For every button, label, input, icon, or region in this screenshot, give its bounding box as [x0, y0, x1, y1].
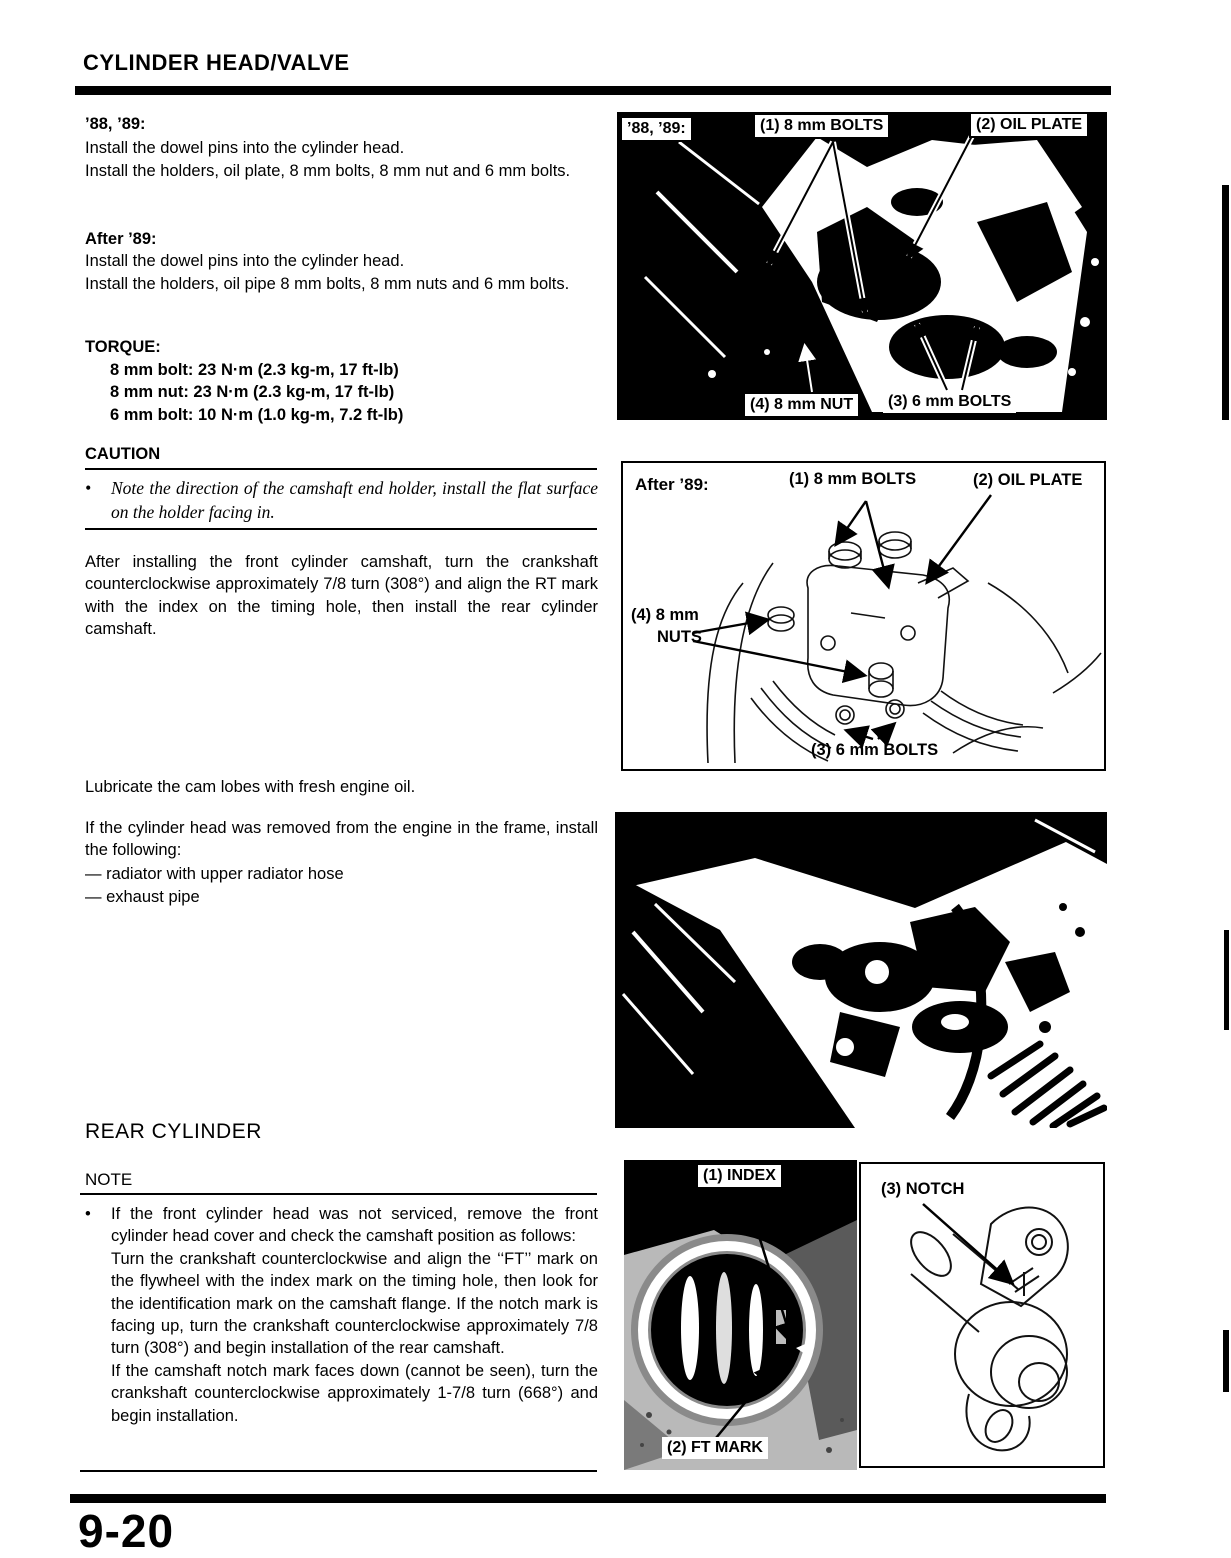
caution-bullet: • [85, 478, 92, 498]
paragraph-lubricate: Lubricate the cam lobes with fresh engine oil. [85, 778, 416, 796]
header-rule [75, 86, 1111, 95]
figure-timing-hole-photo [624, 1160, 857, 1470]
figure-8889-photo [617, 112, 1107, 420]
section-after89-heading: After ’89: [85, 230, 157, 248]
page-title: CYLINDER HEAD/VALVE [83, 50, 350, 75]
label-oil-plate: (2) OIL PLATE [973, 471, 1083, 489]
label-6mm-bolts: (3) 6 mm BOLTS [811, 741, 939, 759]
scan-artifact [1222, 185, 1229, 420]
section-88-89-line: Install the dowel pins into the cylinder head. [85, 139, 405, 157]
scan-artifact [1223, 1330, 1229, 1392]
note-top-rule [80, 1193, 597, 1195]
page-number: 9-20 [78, 1505, 175, 1557]
caution-note-text: Note the direction of the camshaft end holder, install the flat surface on the holder facing in. [111, 478, 598, 522]
section-after89-paragraph: Install the holders, oil pipe 8 mm bolts, 8 mm nuts and 6 mm bolts. [85, 275, 570, 293]
caution-bottom-rule [85, 528, 597, 530]
note-bullet-block [85, 1203, 598, 1427]
note-paragraph-2: Turn the crankshaft counterclockwise and align the ‘‘FT’’ mark on the flywheel with the index mark on the timing hole, then look for the identification mark on the camshaft flange. If the notch mark is facing up, turn the crankshaft counterclockwise approximately 7/8 turn (308°) and begin installation of the rear camshaft. [111, 1249, 598, 1358]
figure-timing-hole-art [624, 1160, 857, 1470]
note-bullet: • [85, 1205, 91, 1223]
caution-top-rule [85, 468, 597, 470]
figure-after89-drawing [621, 461, 1106, 771]
label-8mm-nut: (4) 8 mm NUT [745, 394, 858, 420]
note-heading: NOTE [85, 1170, 133, 1189]
figure-camshaft-drawing [859, 1162, 1105, 1468]
list-item-exhaust: — exhaust pipe [85, 888, 200, 906]
figure-8889-tag: ’88, ’89: [620, 116, 693, 142]
caution-note-row [85, 476, 598, 524]
section-88-89-heading: ’88, ’89: [85, 115, 146, 133]
section-88-89-paragraph: Install the holders, oil plate, 8 mm bolts, 8 mm nut and 6 mm bolts. [85, 162, 571, 180]
torque-item-8mm-bolt: 8 mm bolt: 23 N·m (2.3 kg-m, 17 ft-lb) [110, 361, 399, 379]
label-notch: (3) NOTCH [881, 1180, 965, 1198]
label-8mm-nuts-line2: NUTS [657, 628, 702, 646]
rear-cylinder-heading: REAR CYLINDER [85, 1120, 262, 1143]
paragraph-head-removed: If the cylinder head was removed from the engine in the frame, install the following: [85, 819, 598, 860]
torque-item-6mm-bolt: 6 mm bolt: 10 N·m (1.0 kg-m, 7.2 ft-lb) [110, 406, 404, 424]
label-8mm-bolts: (1) 8 mm BOLTS [789, 470, 917, 488]
note-paragraph-3: If the camshaft notch mark faces down (cannot be seen), turn the crankshaft counterclockwise approximately 1-7/8 turn (668°) and begin installation. [111, 1361, 598, 1425]
torque-heading: TORQUE: [85, 338, 161, 356]
label-oil-plate: (2) OIL PLATE [969, 112, 1089, 138]
label-8mm-bolts: (1) 8 mm BOLTS [753, 113, 890, 139]
footer-rule [70, 1494, 1106, 1503]
figure-engine-photo [615, 812, 1107, 1128]
figure-camshaft-art [861, 1164, 1103, 1466]
note-paragraph-1: If the front cylinder head was not serviced, remove the front cylinder head cover and check the camshaft position as follows: [111, 1205, 598, 1246]
figure-after89-tag: After ’89: [635, 475, 709, 494]
torque-item-8mm-nut: 8 mm nut: 23 N·m (2.3 kg-m, 17 ft-lb) [110, 383, 395, 401]
label-8mm-nuts-line1: (4) 8 mm [631, 606, 699, 624]
section-after89-line: Install the dowel pins into the cylinder head. [85, 252, 405, 270]
note-bottom-rule [80, 1470, 597, 1472]
label-6mm-bolts: (3) 6 mm BOLTS [883, 391, 1016, 413]
figure-engine-art [615, 812, 1107, 1128]
caution-heading: CAUTION [85, 445, 161, 463]
list-item-radiator: — radiator with upper radiator hose [85, 865, 344, 883]
label-index: (1) INDEX [696, 1163, 783, 1189]
paragraph-camshaft-install: After installing the front cylinder camshaft, turn the crankshaft counterclockwise approximately 7/8 turn (308°) and align the RT mark with the index on the timing hole, then install the rear cylinder camshaft. [85, 553, 598, 639]
figure-8889-art [617, 112, 1107, 420]
label-ft-mark: (2) FT MARK [662, 1437, 768, 1459]
scan-artifact [1224, 930, 1229, 1030]
